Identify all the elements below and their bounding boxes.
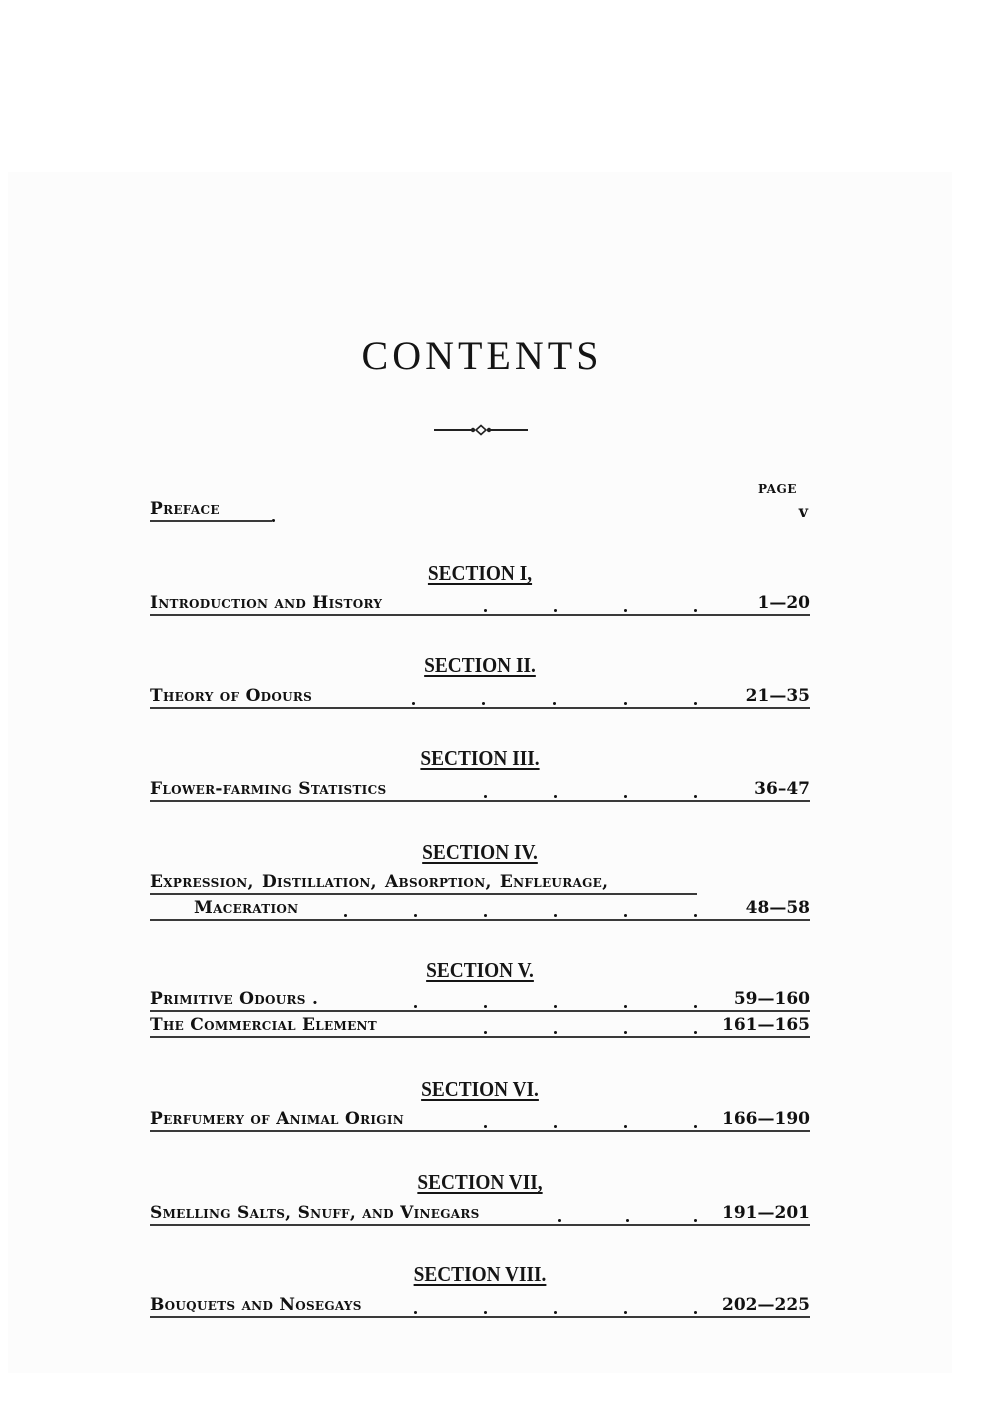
- leader-dots: [150, 998, 810, 1008]
- entry-label: Bouquets and Nosegays: [150, 1295, 362, 1315]
- entry-pages: 21—35: [745, 686, 810, 706]
- entry-underline: [150, 614, 810, 616]
- leader-dots: [150, 695, 810, 705]
- toc-entry[interactable]: [150, 1200, 810, 1226]
- section-heading-8: SECTION VIII.: [413, 1262, 547, 1286]
- entry-pages: 191—201: [722, 1203, 810, 1223]
- toc-entry[interactable]: [150, 1012, 810, 1038]
- entry-pages: 59—160: [733, 989, 810, 1009]
- section-heading-2: SECTION II.: [424, 653, 536, 677]
- rule-with-diamond-ornament-icon: [434, 424, 528, 436]
- entry-underline: [150, 1316, 810, 1318]
- entry-pages: 1—20: [757, 593, 810, 613]
- leader-dots: [150, 602, 810, 612]
- toc-entry-preface[interactable]: [150, 496, 810, 522]
- entry-underline: [150, 1224, 810, 1226]
- entry-label: Preface: [150, 499, 220, 519]
- entry-label: Flower-farming Statistics: [150, 779, 387, 799]
- section-heading-6: SECTION VI.: [421, 1077, 539, 1101]
- leader-dots: [150, 1304, 810, 1314]
- entry-pages: 48—58: [745, 898, 810, 918]
- section-heading-7: SECTION VII,: [417, 1170, 543, 1194]
- entry-underline: [150, 1130, 810, 1132]
- entry-label: Maceration: [194, 898, 299, 918]
- leader-dots: [150, 788, 810, 798]
- leader-dots: [150, 907, 810, 917]
- entry-label: Introduction and History: [150, 593, 383, 613]
- leader-dots: [150, 1024, 810, 1034]
- leader-dots: [150, 508, 810, 518]
- toc-entry[interactable]: [150, 1292, 810, 1318]
- entry-label: The Commercial Element: [150, 1015, 378, 1035]
- entry-label: Theory of Odours: [150, 686, 313, 706]
- toc-entry[interactable]: [150, 1106, 810, 1132]
- entry-pages: v: [798, 502, 808, 521]
- entry-label: Primitive Odours .: [150, 989, 319, 1009]
- entry-pages: 166—190: [722, 1109, 810, 1129]
- toc-entry[interactable]: [150, 986, 810, 1012]
- entry-underline: [150, 1036, 810, 1038]
- section-heading-5: SECTION V.: [426, 958, 534, 982]
- page-column-label: PAGE: [758, 482, 797, 496]
- entry-underline: [150, 520, 272, 522]
- section-heading-1: SECTION I,: [427, 561, 533, 585]
- section-heading-3: SECTION III.: [420, 746, 540, 770]
- toc-entry[interactable]: [150, 683, 810, 709]
- entry-underline: [150, 919, 810, 921]
- entry-pages: 202—225: [722, 1295, 810, 1315]
- leader-dots: [150, 1118, 810, 1128]
- entry-label: Expression, Distillation, Absorption, Enfleurage,: [150, 872, 609, 892]
- toc-entry[interactable]: [150, 590, 810, 616]
- entry-underline: [150, 800, 810, 802]
- toc-entry-line1[interactable]: [150, 869, 697, 895]
- entry-label: Smelling Salts, Snuff, and Vinegars: [150, 1203, 480, 1223]
- page-title: CONTENTS: [361, 333, 603, 378]
- leader-dots: [150, 1212, 810, 1222]
- entry-pages: 36–47: [754, 779, 810, 799]
- section-heading-4: SECTION IV.: [422, 840, 538, 864]
- entry-label: Perfumery of Animal Origin: [150, 1109, 405, 1129]
- entry-pages: 161—165: [722, 1015, 810, 1035]
- toc-entry-line2[interactable]: [150, 895, 810, 921]
- toc-entry[interactable]: [150, 776, 810, 802]
- entry-underline: [150, 707, 810, 709]
